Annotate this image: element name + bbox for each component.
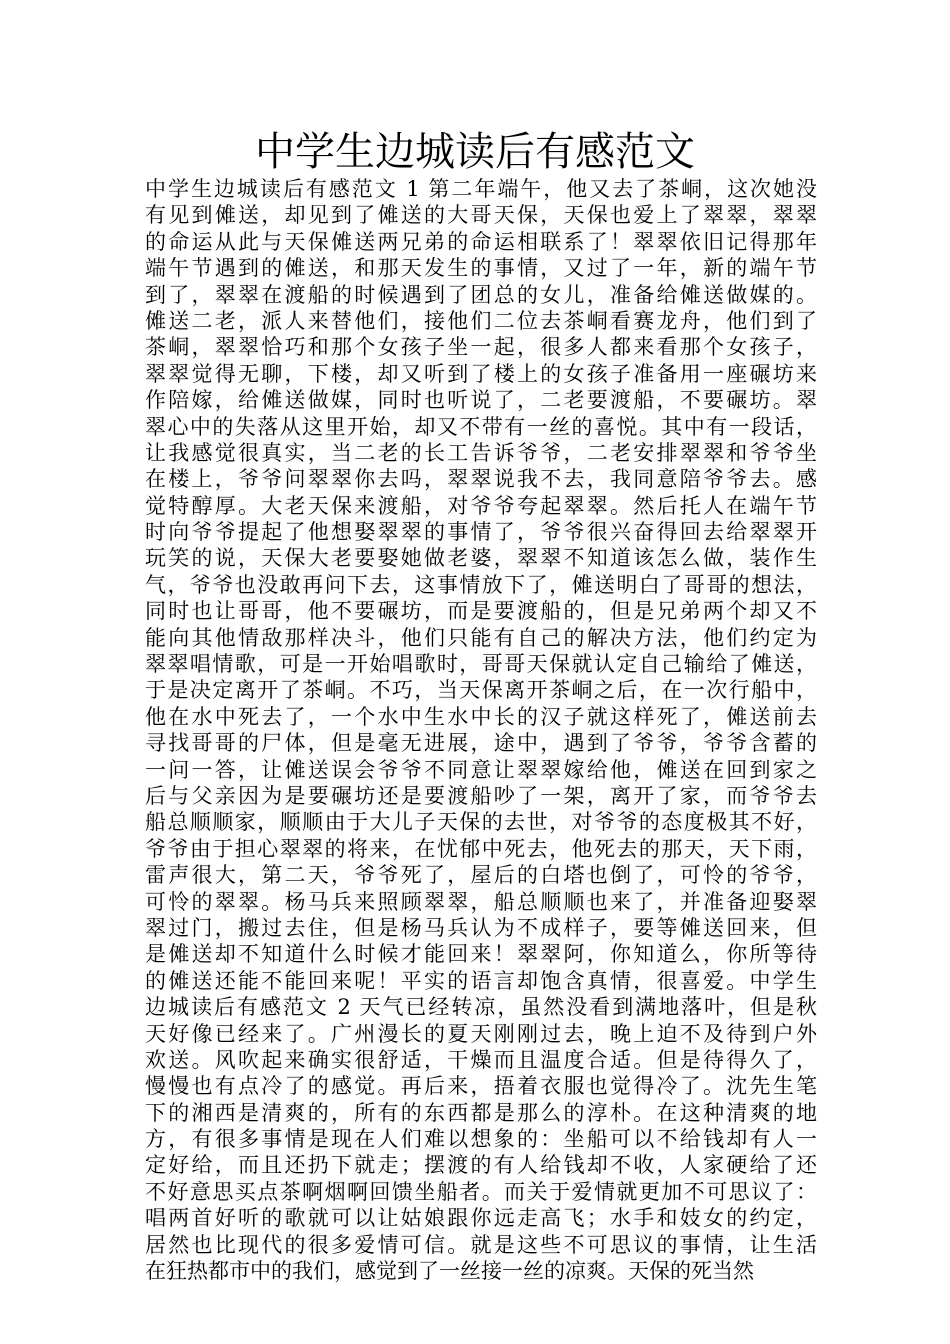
- paragraph-line: 让我感觉很真实，当二老的长工告诉爷爷，二老安排翠翠和爷爷坐: [145, 440, 817, 465]
- paragraph-line: 不好意思买点茶啊烟啊回馈坐船者。而关于爱情就更加不可思议了：: [145, 1179, 817, 1204]
- paragraph-line: 唱两首好听的歌就可以让姑娘跟你远走高飞；水手和妓女的约定，: [145, 1206, 817, 1231]
- paragraph-line: 雷声很大，第二天，爷爷死了，屋后的白塔也倒了，可怜的爷爷，: [145, 863, 817, 888]
- paragraph-line: 可怜的翠翠。杨马兵来照顾翠翠，船总顺顺也来了，并准备迎娶翠: [145, 889, 817, 914]
- paragraph-line: 后与父亲因为是要碾坊还是要渡船吵了一架，离开了家，而爷爷去: [145, 783, 817, 808]
- paragraph-line: 端午节遇到的傩送，和那天发生的事情，又过了一年，新的端午节: [145, 256, 817, 281]
- paragraph-line: 天好像已经来了。广州漫长的夏天刚刚过去，晚上迫不及待到户外: [145, 1021, 817, 1046]
- paragraph-line: 他在水中死去了，一个水中生水中长的汉子就这样死了，傩送前去: [145, 704, 817, 729]
- paragraph-line: 时向爷爷提起了他想娶翠翠的事情了，爷爷很兴奋得回去给翠翠开: [145, 520, 817, 545]
- paragraph-line: 一问一答，让傩送误会爷爷不同意让翠翠嫁给他，傩送在回到家之: [145, 757, 817, 782]
- paragraph-line: 中学生边城读后有感范文 1 第二年端午，他又去了茶峒，这次她没: [145, 177, 817, 201]
- paragraph-line: 方，有很多事情是现在人们难以想象的：坐船可以不给钱却有人一: [145, 1127, 817, 1152]
- paragraph-line: 有见到傩送，却见到了傩送的大哥天保，天保也爱上了翠翠，翠翠: [145, 203, 817, 228]
- paragraph-line: 居然也比现代的很多爱情可信。就是这些不可思议的事情，让生活: [145, 1232, 817, 1257]
- paragraph-line: 气，爷爷也没敢再问下去，这事情放下了，傩送明白了哥哥的想法，: [145, 572, 817, 597]
- paragraph-line: 翠心中的失落从这里开始，却又不带有一丝的喜悦。其中有一段话，: [145, 414, 817, 439]
- paragraph-line: 是傩送却不知道什么时候才能回来！翠翠阿，你知道么，你所等待: [145, 942, 817, 967]
- paragraph-line: 爷爷由于担心翠翠的将来，在忧郁中死去，他死去的那天，天下雨，: [145, 836, 817, 861]
- paragraph-line: 于是决定离开了茶峒。不巧，当天保离开茶峒之后，在一次行船中，: [145, 678, 817, 703]
- paragraph-line: 玩笑的说，天保大老要娶她做老婆，翠翠不知道该怎么做，装作生: [145, 546, 817, 571]
- paragraph-line: 能向其他情敌那样决斗，他们只能有自己的解决方法，他们约定为: [145, 625, 817, 650]
- paragraph-line: 作陪嫁，给傩送做媒，同时也听说了，二老要渡船，不要碾坊。翠: [145, 388, 817, 413]
- paragraph-line: 傩送二老，派人来替他们，接他们二位去茶峒看赛龙舟，他们到了: [145, 308, 817, 333]
- paragraph-line: 的命运从此与天保傩送两兄弟的命运相联系了！翠翠依旧记得那年: [145, 229, 817, 254]
- paragraph-line: 在狂热都市中的我们，感觉到了一丝接一丝的凉爽。天保的死当然: [145, 1259, 754, 1284]
- paragraph-line: 翠过门，搬过去住，但是杨马兵认为不成样子，要等傩送回来，但: [145, 915, 817, 940]
- paragraph-line: 定好给，而且还扔下就走；摆渡的有人给钱却不收，人家硬给了还: [145, 1153, 817, 1178]
- paragraph-line: 欢送。风吹起来确实很舒适，干燥而且温度合适。但是待得久了，: [145, 1047, 817, 1072]
- paragraph-line: 寻找哥哥的尸体，但是毫无进展，途中，遇到了爷爷，爷爷含蓄的: [145, 731, 817, 756]
- paragraph-line: 同时也让哥哥，他不要碾坊，而是要渡船的，但是兄弟两个却又不: [145, 599, 817, 624]
- document-body: [145, 176, 817, 1284]
- paragraph-line: 茶峒，翠翠恰巧和那个女孩子坐一起，很多人都来看那个女孩子，: [145, 335, 817, 360]
- paragraph-line: 到了，翠翠在渡船的时候遇到了团总的女儿，准备给傩送做媒的。: [145, 282, 817, 307]
- paragraph-line: 在楼上，爷爷问翠翠你去吗，翠翠说我不去，我同意陪爷爷去。感: [145, 467, 817, 492]
- paragraph-line: 下的湘西是清爽的，所有的东西都是那么的淳朴。在这种清爽的地: [145, 1100, 817, 1125]
- paragraph-line: 的傩送还能不能回来呢！平实的语言却饱含真情，很喜爱。中学生: [145, 968, 817, 993]
- paragraph-line: 慢慢也有点冷了的感觉。再后来，捂着衣服也觉得冷了。沈先生笔: [145, 1074, 817, 1099]
- paragraph-line: 翠翠唱情歌，可是一开始唱歌时，哥哥天保就认定自己输给了傩送，: [145, 652, 817, 677]
- paragraph-line: 船总顺顺家，顺顺由于大儿子天保的去世，对爷爷的态度极其不好，: [145, 810, 817, 835]
- document-title: 中学生边城读后有感范文: [255, 129, 695, 175]
- paragraph-line: 觉特醇厚。大老天保来渡船，对爷爷夸起翠翠。然后托人在端午节: [145, 493, 817, 518]
- paragraph-line: 边城读后有感范文 2 天气已经转凉，虽然没看到满地落叶，但是秋: [145, 995, 817, 1020]
- paragraph-line: 翠翠觉得无聊，下楼，却又听到了楼上的女孩子准备用一座碾坊来: [145, 361, 817, 386]
